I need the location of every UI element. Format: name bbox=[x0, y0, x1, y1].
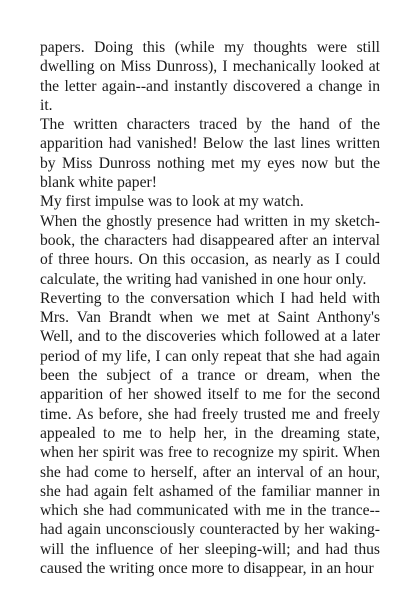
paragraph-sketch-book: When the ghostly presence had written in my sketch-book, the characters had disappeared after an interval of three hours. On this occasion, as nearly as I could calculate, the writing had vanished in one hour only. bbox=[40, 212, 380, 288]
paragraph-first-impulse: My first impulse was to look at my watch. bbox=[40, 193, 304, 211]
book-page bbox=[40, 38, 380, 578]
paragraph-reverting: Reverting to the conversation which I had held with Mrs. Van Brandt when we met at Saint Anthony's Well, and to the discoveries which followed at a later period of my life, I can only repeat that she had again been the subject of a trance or dream, when the apparition of her showed itself to me for the second time. As before, she had freely trusted me and freely appealed to me to help her, in the dreaming state, when her spirit was free to recognize my spirit. When she had come to herself, after an interval of an hour, she had again felt ashamed of the familiar manner in which she had communicated with me in the trance--had again unconsciously counteracted by her waking-will the influence of her sleeping-will; and had thus caused the writing once more to disappear, in an hour bbox=[40, 289, 380, 578]
paragraph-characters-vanished: The written characters traced by the hand of the apparition had vanished! Below the last lines written by Miss Dunross nothing met my eyes now but the blank white paper! bbox=[40, 116, 380, 192]
paragraph-letter-change: papers. Doing this (while my thoughts were still dwelling on Miss Dunross), I mechanically looked at the letter again--and instantly discovered a change in it. bbox=[40, 39, 380, 114]
